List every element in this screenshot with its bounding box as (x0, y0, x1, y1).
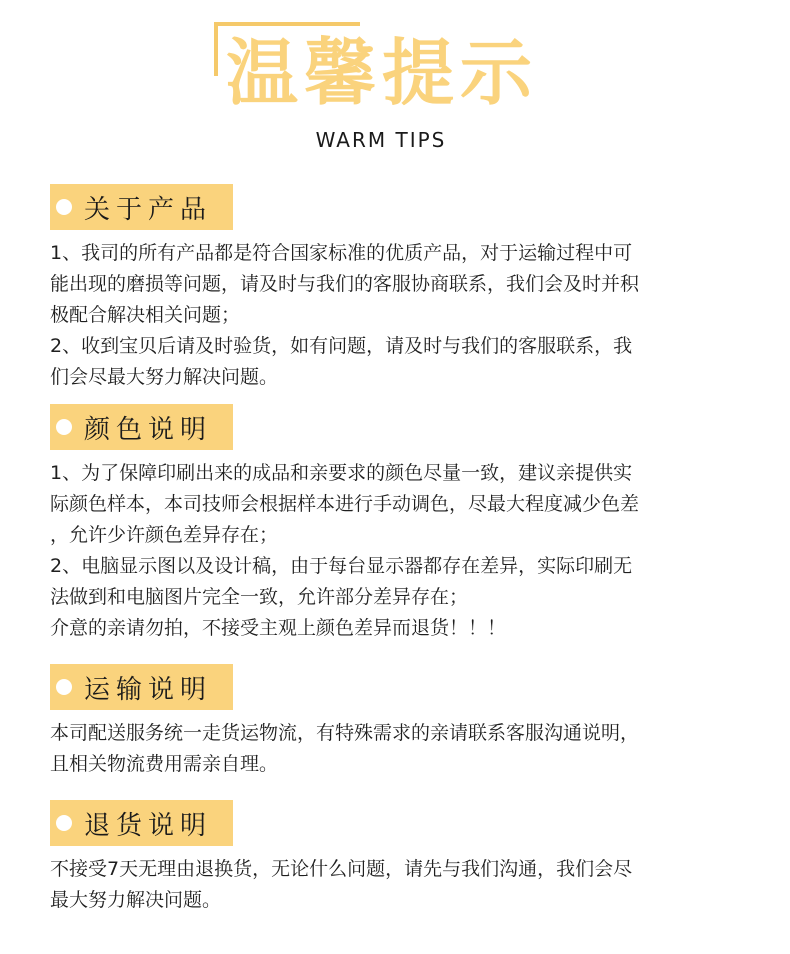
text-line: 2、收到宝贝后请及时验货，如有问题，请及时与我们的客服联系，我 (50, 335, 633, 357)
text-line: 1、为了保障印刷出来的成品和亲要求的颜色尽量一致，建议亲提供实 (50, 462, 633, 484)
page-subtitle: WARM TIPS (315, 128, 447, 152)
section-title: 颜色说明 (84, 414, 213, 445)
section-shipping-notes (50, 664, 750, 780)
section-body (50, 458, 750, 644)
bullet-dot-icon (56, 815, 72, 831)
section-header (50, 184, 233, 230)
section-title: 关于产品 (84, 194, 213, 225)
text-line: 法做到和电脑图片完全一致，允许部分差异存在； (50, 586, 469, 608)
section-return-notes (50, 800, 750, 916)
page-title: 温馨提示 (226, 31, 539, 115)
text-line: 2、电脑显示图以及设计稿，由于每台显示器都存在差异，实际印刷无 (50, 555, 633, 577)
text-line: 1、我司的所有产品都是符合国家标准的优质产品，对于运输过程中可 (50, 242, 633, 264)
section-header (50, 404, 233, 450)
section-header (50, 800, 233, 846)
text-line: 且相关物流费用需亲自理。 (50, 753, 279, 775)
text-line: 介意的亲请勿拍，不接受主观上颜色差异而退货！！！ (50, 617, 507, 639)
bullet-dot-icon (56, 199, 72, 215)
text-line: 本司配送服务统一走货运物流，有特殊需求的亲请联系客服沟通说明， (50, 722, 640, 744)
text-line: 极配合解决相关问题； (50, 304, 241, 326)
section-header (50, 664, 233, 710)
text-line: 际颜色样本，本司技师会根据样本进行手动调色，尽最大程度减少色差 (50, 493, 640, 515)
section-body (50, 718, 750, 780)
title-bracket-vertical (214, 22, 218, 76)
bullet-dot-icon (56, 419, 72, 435)
section-title: 运输说明 (84, 674, 213, 705)
text-line: 们会尽最大努力解决问题。 (50, 366, 279, 388)
text-line: 不接受7天无理由退换货，无论什么问题，请先与我们沟通，我们会尽 (50, 858, 633, 880)
section-about-product (50, 184, 750, 393)
section-body (50, 854, 750, 916)
section-body (50, 238, 750, 393)
section-color-notes (50, 404, 750, 644)
section-title: 退货说明 (84, 810, 213, 841)
text-line: 能出现的磨损等问题，请及时与我们的客服协商联系，我们会及时并积 (50, 273, 640, 295)
bullet-dot-icon (56, 679, 72, 695)
page-header (0, 0, 790, 170)
title-bracket-horizontal (214, 22, 360, 26)
text-line: 最大努力解决问题。 (50, 889, 222, 911)
text-line: ，允许少许颜色差异存在； (50, 524, 279, 546)
